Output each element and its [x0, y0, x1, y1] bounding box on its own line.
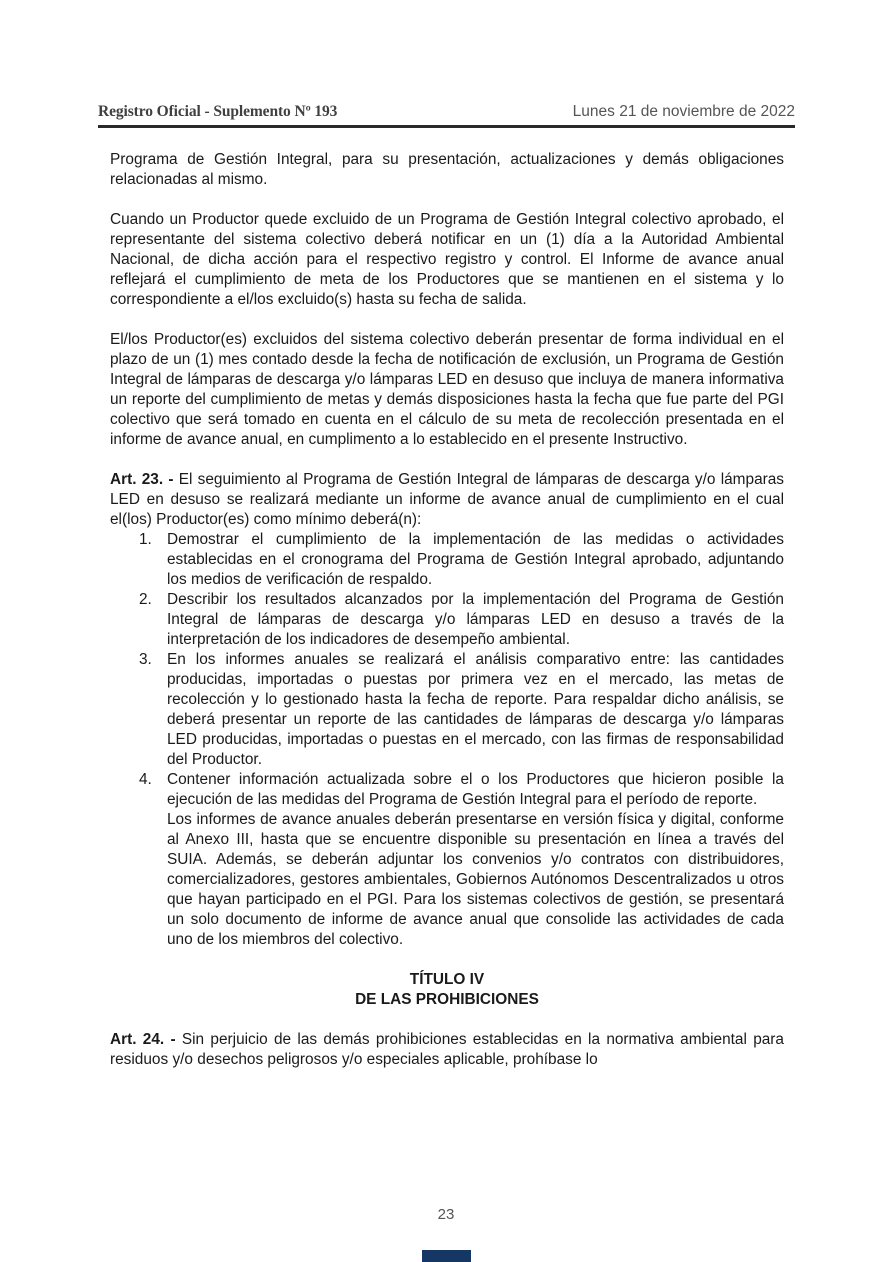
article-24-text: Sin perjuicio de las demás prohibiciones establecidas en la normativa ambiental para residuos y/o desechos peligrosos y/o especiales aplicable, prohíbase lo	[110, 1031, 784, 1068]
list-item	[110, 530, 784, 590]
list-item-number: 3.	[139, 651, 152, 668]
list-item-text: Describir los resultados alcanzados por la implementación del Programa de Gestión Integral de lámparas de descarga y/o lámparas LED en desuso a través de la interpretación de los indicadores de desempeño ambiental.	[167, 591, 784, 648]
article-23-list	[110, 530, 784, 950]
list-item-number: 4.	[139, 771, 152, 788]
page-number: 23	[437, 1206, 455, 1223]
list-item-number: 2.	[139, 591, 152, 608]
section-title	[110, 970, 784, 1010]
list-item-text: En los informes anuales se realizará el análisis comparativo entre: las cantidades producidas, importadas o puestas por primera vez en el mercado, las metas de recolección y lo gestionado hasta la fecha de reporte. Para respaldar dicho análisis, se deberá presentar un reporte de las cantidades de lámparas de descarga y/o lámparas LED producidas, importadas o puestas en el mercado, con las firmas de responsabilidad del Productor.	[167, 651, 784, 768]
article-23	[110, 470, 784, 530]
article-23-text: El seguimiento al Programa de Gestión Integral de lámparas de descarga y/o lámparas LED en desuso se realizará mediante un informe de avance anual de cumplimiento en el cual el(los) Productor(es) como mínimo deberá(n):	[110, 471, 785, 528]
list-item-text: Demostrar el cumplimiento de la implementación de las medidas o actividades establecidas en el cronograma del Programa de Gestión Integral aprobado, adjuntando los medios de verificación de respaldo.	[167, 531, 784, 588]
list-item	[110, 770, 784, 950]
section-title-name: DE LAS PROHIBICIONES	[355, 991, 539, 1008]
section-title-number: TÍTULO IV	[409, 971, 485, 988]
article-24	[110, 1030, 784, 1070]
document-body	[110, 150, 784, 1070]
publication-date: Lunes 21 de noviembre de 2022	[572, 103, 795, 120]
paragraph-exclusion-notice: Cuando un Productor quede excluido de un Programa de Gestión Integral colectivo aprobado, el representante del sistema colectivo deberá notificar en un (1) día a la Autoridad Ambiental Nacional, de dicha acción para el respectivo registro y control. El Informe de avance anual reflejará el cumplimiento de meta de los Productores que se mantienen en el sistema y lo correspondiente a el/los excluido(s) hasta su fecha de salida.	[110, 211, 784, 308]
list-item-number: 1.	[139, 531, 152, 548]
article-23-label: Art. 23. -	[110, 471, 174, 488]
list-item	[110, 590, 784, 650]
footer-bar	[422, 1250, 471, 1262]
list-item-text: Contener información actualizada sobre el o los Productores que hicieron posible la ejecución de las medidas del Programa de Gestión Integral para el período de reporte.	[167, 771, 784, 808]
page-header	[98, 103, 795, 125]
article-24-label: Art. 24. -	[110, 1031, 176, 1048]
list-item-extra-paragraph: Los informes de avance anuales deberán presentarse en versión física y digital, conforme al Anexo III, hasta que se encuentre disponible su presentación en línea a través del SUIA. Además, se deberán adjuntar los convenios y/o contratos con distribuidores, comercializadores, gestores ambientales, Gobiernos Autónomos Descentralizados u otros que hayan participado en el PGI. Para los sistemas colectivos de gestión, se presentará un solo documento de informe de avance anual que consolide las actividades de cada uno de los miembros del colectivo.	[167, 811, 784, 948]
header-divider	[98, 125, 795, 128]
paragraph-continuation: Programa de Gestión Integral, para su presentación, actualizaciones y demás obligaciones relacionadas al mismo.	[110, 151, 784, 188]
list-item	[110, 650, 784, 770]
publication-title: Registro Oficial - Suplemento Nº 193	[98, 103, 338, 120]
paragraph-excluded-producers: El/los Productor(es) excluidos del sistema colectivo deberán presentar de forma individual en el plazo de un (1) mes contado desde la fecha de notificación de exclusión, un Programa de Gestión Integral de lámparas de descarga y/o lámparas LED en desuso que incluya de manera informativa un reporte del cumplimiento de metas y demás disposiciones hasta la fecha que fue parte del PGI colectivo que será tomado en cuenta en el cálculo de su meta de recolección presentada en el informe de avance anual, en cumplimento a lo establecido en el presente Instructivo.	[110, 331, 784, 448]
